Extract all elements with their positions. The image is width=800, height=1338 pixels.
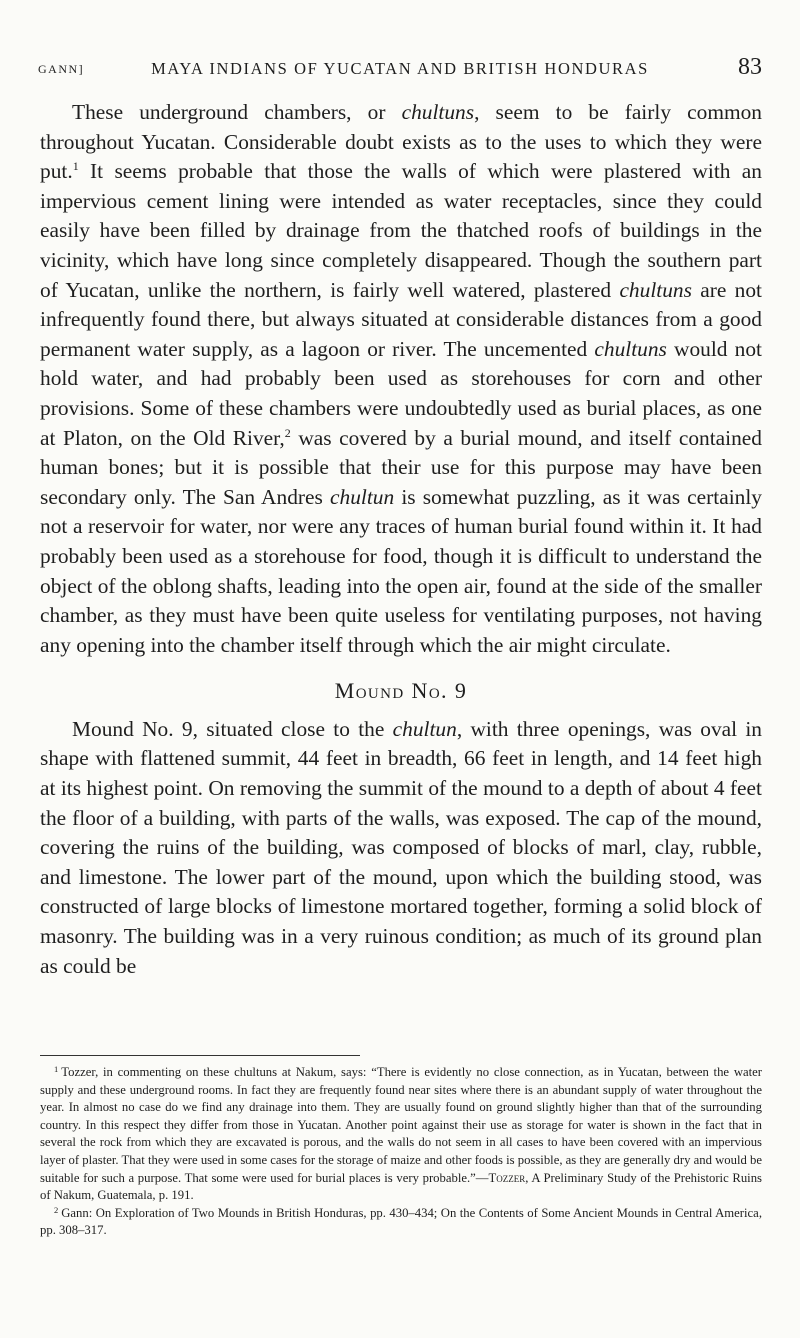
running-head-title: MAYA INDIANS OF YUCATAN AND BRITISH HONDURAS: [151, 59, 649, 78]
footnote-2: $^2$ Gann: On Exploration of Two Mounds in British Honduras, pp. 430–434; On the Contents of Some Ancient Mounds in Central America, pp. 308–317.: [40, 1204, 762, 1238]
footnote-1: $^1$ Tozzer, in commenting on these chultuns at Nakum, says: “There is evidently no close connection, as in Yucatan, between the water supply and these underground rooms. In fact they are frequently found near sites where there is an abundant supply of water throughout the year. In almost no case do we find any drainage into them. They are usually found on ground slightly higher than that of the surrounding country. In this respect they differ from those in Yucatan. Another point against their use as storage for water is shown in the fact that in several the rock from which they are excavated is porous, and the walls do not seem in all cases to have been covered with an impervious layer of plaster. That they were used in some cases for the storage of maize and other foods is possible, as they are generally dry and would be suitable for such a purpose. That some were used for burial places is very probable.”—Tozzer, A Preliminary Study of the Prehistoric Ruins of Nakum, Guatemala, p. 191.: [40, 1064, 762, 1203]
body-text: [40, 98, 762, 981]
section-heading: Mound No. 9: [334, 678, 468, 704]
footnote-ref-1: 1: [72, 159, 79, 174]
running-head: [38, 56, 762, 86]
footnotes: [40, 1064, 762, 1240]
page-number: 83: [738, 54, 762, 80]
footnote-ref-2: 2: [284, 425, 291, 440]
paragraph-chultuns: These underground chambers, or chultuns, seem to be fairly common throughout Yucatan. Considerable doubt exists as to the uses to which they were put.$^1$ It seems probable that those the walls of which were plastered with an impervious cement lining were intended as water receptacles, since they could easily have been filled by drainage from the thatched roofs of buildings in the vicinity, which have long since completely disappeared. Though the southern part of Yucatan, unlike the northern, is fairly well watered, plastered chultuns are not infrequently found there, but always situated at considerable distances from a good permanent water supply, as a lagoon or river. The uncemented chultuns would not hold water, and had probably been used as storehouses for corn and other provisions. Some of these chambers were undoubtedly used as burial places, as one at Platon, on the Old River,$^2$ was covered by a burial mound, and itself contained human bones; but it is possible that their use for this purpose may have been secondary only. The San Andres chultun is somewhat puzzling, as it was certainly not a reservoir for water, nor were any traces of human burial found within it. It had probably been used as a storehouse for food, though it is difficult to understand the object of the oblong shafts, leading into the open air, found at the side of the smaller chamber, as they must have been quite useless for ventilating purposes, not having any opening into the chamber itself through which the air might circulate.: [40, 100, 763, 657]
paragraph-mound-9: Mound No. 9, situated close to the chultun, with three openings, was oval in shape with flattened summit, 44 feet in breadth, 66 feet in length, and 14 feet high at its highest point. On removing the summit of the mound to a depth of about 4 feet the floor of a building, with parts of the walls, was exposed. The cap of the mound, covering the ruins of the building, was composed of blocks of marl, clay, rubble, and limestone. The lower part of the mound, upon which the building stood, was constructed of large blocks of limestone mortared together, forming a solid block of masonry. The building was in a very ruinous condition; as much of its ground plan as could be: [40, 716, 763, 978]
running-head-author: GANN]: [38, 62, 85, 76]
footnote-divider: [40, 1055, 360, 1056]
